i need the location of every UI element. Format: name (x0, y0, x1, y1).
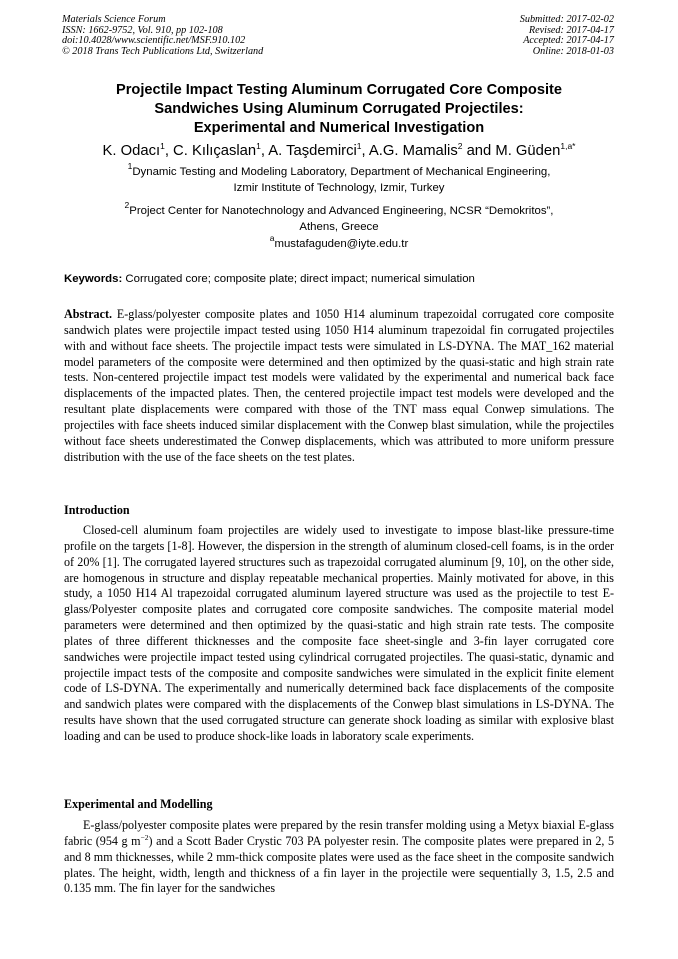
experimental-text: E-glass/polyester composite plates were prepared by the resin transfer molding using a Metyx biaxial E-glass fabric (954 g m (64, 818, 614, 848)
author-list (40, 142, 638, 160)
accepted-date: Accepted: 2017-04-17 (523, 35, 614, 47)
affiliation-mark: 1 (127, 161, 133, 171)
author-name: , C. Kılıçaslan (164, 143, 257, 159)
copyright: © 2018 Trans Tech Publications Ltd, Switzerland (62, 45, 264, 57)
journal-name: Materials Science Forum (62, 14, 166, 25)
section-heading-introduction: Introduction (64, 503, 130, 517)
revised-date: Revised: 2017-04-17 (528, 24, 614, 36)
affiliation-2 (60, 200, 618, 235)
submitted-date: Submitted: 2017-02-02 (519, 14, 614, 25)
title-line: Sandwiches Using Aluminum Corrugated Projectiles: (154, 101, 524, 117)
introduction-paragraph: Closed-cell aluminum foam projectiles are widely used to investigate to impose blast-like pressure-time profile on the targets [1-8]. However, the dispersion in the strength of aluminum closed-cell foams, is in the order of 20% [1]. The corrugated layered structures such as trapezoidal corrugated aluminum [9, 10], on the other side, are homogenous in structure and display repeatable mechanical properties. Mainly motivated for above, in this study, a 1050 H14 Al trapezoidal corrugated aluminum layered structure was used as the projectile to test E-glass/Polyester composite plates and corrugated core composite sandwiches. The composite material model parameters were determined and then optimized by the quasi-static and high strain rate tests. The composite plates of three different thicknesses and the composite face sheet-single and 3-fin layer corrugated core sandwiches were projectile impact tested using cylindrical corrugated projectiles. The quasi-static, dynamic and projectile impact tests of the composite and composite sandwiches were simulated in the explicit finite element code of LS-DYNA. The experimentally and numerically determined back face displacements of the composite and sandwich plates were compared with the displacements of the Conwep blast simulations in LS-DYNA. The results have shown that the used corrugated structure can generate shock loading as similar with explosive blast loading and can be used to produce shock-like loads in laboratory scale experiments. (64, 523, 614, 743)
affiliation-text: Dynamic Testing and Modeling Laboratory, Department of Mechanical Engineering, (132, 166, 551, 178)
author-name: K. Odacı (102, 143, 161, 159)
keywords-text: Corrugated core; composite plate; direct impact; numerical simulation (122, 273, 475, 285)
affiliation-text: Athens, Greece (299, 220, 379, 233)
author-name: and M. Güden (462, 143, 561, 159)
title-line: Experimental and Numerical Investigation (193, 120, 485, 136)
section-heading-experimental: Experimental and Modelling (64, 797, 213, 811)
email-address: mustafaguden@iyte.edu.tr (274, 238, 409, 250)
author-affiliation-mark: 1 (256, 141, 261, 151)
affiliation-text: Project Center for Nanotechnology and Advanced Engineering, NCSR “Demokritos”, (129, 205, 554, 217)
author-affiliation-mark: 1 (160, 141, 165, 151)
keywords-label: Keywords: (64, 273, 123, 285)
unit-exponent: −2 (140, 832, 149, 842)
keywords (64, 272, 624, 287)
paper-title (40, 81, 638, 138)
abstract (64, 307, 614, 465)
affiliation-text: Izmir Institute of Technology, Izmir, Turkey (233, 181, 445, 194)
journal-header (62, 15, 362, 57)
dates-header (354, 15, 614, 57)
experimental-text: ) and a Scott Bader Crystic 703 PA polyester resin. The composite plates were prepared in 2, 5 and 8 mm thicknesses, while 2 mm-thick composite plates were used as the face sheet in the composite sandwich plates. The height, width, length and thickness of a fin layer in the projectile were sequentially 3, 1.5, 2.5 and 0.135 mm. The fin layer for the sandwiches (64, 833, 615, 896)
author-name: , A. Taşdemirci (260, 143, 357, 159)
online-date: Online: 2018-01-03 (532, 45, 614, 57)
corresponding-email (60, 233, 618, 253)
affiliation-1 (60, 161, 618, 196)
abstract-text: E-glass/polyester composite plates and 1050 H14 aluminum trapezoidal corrugated core composite sandwich plates were projectile impact tested using 1050 H14 aluminum trapezoidal fin corrugated projectiles with and without face sheets. The projectile impact tests were simulated in LS-DYNA. The MAT_162 material model parameters of the composite were determined and then optimized by the quasi-static and high strain rate tests. Non-centered projectile impact test models were validated by the experimental and numerical back face displacements of the impacted plates. Then, the centered projectile impact test models were developed and the resultant plate displacements were compared with those of the TNT mass equal Conwep simulations. The projectiles with face sheets induced similar displacement with the Conwep blast simulation, while the projectiles without face sheets underestimated the Conwep displacements, which was attributed to more uniform pressure distribution with the use of the face sheets on the test plates. (64, 307, 614, 464)
abstract-label: Abstract. (64, 307, 113, 321)
issn: ISSN: 1662-9752, Vol. 910, pp 102-108 (62, 24, 223, 36)
title-line: Projectile Impact Testing Aluminum Corrugated Core Composite (116, 82, 562, 98)
affiliation-mark: 2 (124, 200, 130, 210)
author-affiliation-mark: 2 (457, 141, 463, 151)
experimental-paragraph (64, 818, 614, 897)
author-affiliation-mark: 1 (356, 141, 362, 151)
doi: doi:10.4028/www.scientific.net/MSF.910.102 (62, 35, 246, 47)
email-mark: a (269, 233, 275, 243)
author-affiliation-mark: 1,a* (560, 141, 576, 151)
author-name: , A.G. Mamalis (361, 143, 458, 159)
